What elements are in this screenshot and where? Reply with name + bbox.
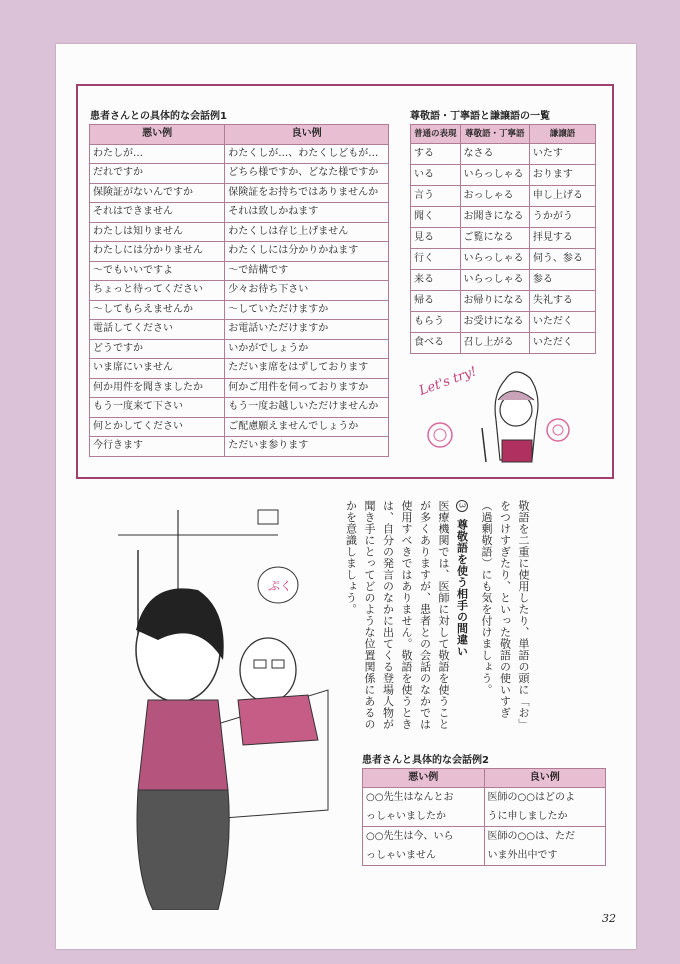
table-cell: 医師の○○は、ただ [484, 827, 606, 847]
table-cell: 〜でもいいですよ [90, 261, 225, 281]
table-row [411, 207, 596, 228]
table-cell: もう一度来て下さい [90, 398, 225, 418]
table-row [411, 228, 596, 249]
table-header-row [411, 125, 596, 144]
table-cell: いらっしゃる [460, 165, 529, 186]
table-cell: ただいま席をはずしております [225, 359, 389, 379]
table-cell: いただく [529, 312, 595, 333]
table-cell: 帰る [411, 291, 461, 312]
table-row [90, 417, 389, 437]
table-cell: ご配慮願えませんでしょうか [225, 417, 389, 437]
table-row [90, 339, 389, 359]
table-cell: 参る [529, 270, 595, 291]
table-cell: 医師の○○はどのよ [484, 788, 606, 808]
table-row [363, 788, 606, 808]
table-cell: 拝見する [529, 228, 595, 249]
table-cell: いま席にいません [90, 359, 225, 379]
table-cell: どちら様ですか、どなた様ですか [225, 164, 389, 184]
table-cell: いただく [529, 333, 595, 354]
table-row [411, 333, 596, 354]
table-cell: いる [411, 165, 461, 186]
table-header-row [90, 125, 389, 145]
table-cell: 〜で結構です [225, 261, 389, 281]
table-row [411, 186, 596, 207]
table-cell: わたしが… [90, 144, 225, 164]
table-cell: だれですか [90, 164, 225, 184]
table-row [90, 378, 389, 398]
table-row [411, 144, 596, 165]
section1-caption: 患者さんとの具体的な会話例1 [90, 111, 227, 122]
page-number: 32 [602, 912, 616, 925]
table-cell: おります [529, 165, 595, 186]
table-row [90, 242, 389, 262]
header-bad-example: 悪い例 [363, 769, 485, 788]
table-row [90, 398, 389, 418]
table-cell: 今行きます [90, 437, 225, 457]
table-cell: もらう [411, 312, 461, 333]
table-row [90, 281, 389, 301]
table-cell: なさる [460, 144, 529, 165]
table-cell: いたす [529, 144, 595, 165]
table-cell: おっしゃる [460, 186, 529, 207]
table-row [90, 359, 389, 379]
table-cell: わたしには分かりません [90, 242, 225, 262]
table-cell: ○○先生は今、いら [363, 827, 485, 847]
table-row [411, 291, 596, 312]
table-cell: 〜していただけますか [225, 300, 389, 320]
table-cell: 言う [411, 186, 461, 207]
heading-number: 3 [456, 500, 468, 512]
table-row [90, 183, 389, 203]
table-cell: わたくしが…、わたくしどもが… [225, 144, 389, 164]
table-cell: わたしは知りません [90, 222, 225, 242]
table-cell: 見る [411, 228, 461, 249]
table-row [90, 164, 389, 184]
table-cell: 何かご用件を伺っておりますか [225, 378, 389, 398]
table-cell: 伺う、参る [529, 249, 595, 270]
table-cell: それは致しかねます [225, 203, 389, 223]
honorific-table [410, 124, 596, 354]
conversation-table-2 [362, 768, 606, 866]
table-cell: 来る [411, 270, 461, 291]
table-cell: 申し上げる [529, 186, 595, 207]
heading-text: 尊敬語を使う相手の間違い [455, 519, 469, 657]
table-cell: ただいま参ります [225, 437, 389, 457]
table-cell: うかがう [529, 207, 595, 228]
header-plain: 普通の表現 [411, 125, 461, 144]
table-cell: 行く [411, 249, 461, 270]
table-row [411, 165, 596, 186]
reception-illustration [78, 490, 340, 910]
table-row [90, 437, 389, 457]
table-row [90, 300, 389, 320]
table-row [411, 270, 596, 291]
paragraph-1: 敬語を二重に使用したり、単語の頭に「お」をつけすぎたり、といった敬語の使いすぎ（過剰敬語）にも気を付けましょう。 [480, 500, 530, 730]
table-cell: 聞く [411, 207, 461, 228]
table-cell: お電話いただけますか [225, 320, 389, 340]
section-heading [452, 500, 471, 740]
table-cell: ご覧になる [460, 228, 529, 249]
table-row [363, 846, 606, 866]
table-cell: いかがでしょうか [225, 339, 389, 359]
table-row [411, 249, 596, 270]
lets-try-label: Let's try! [417, 364, 479, 399]
header-humble: 謙譲語 [529, 125, 595, 144]
table-row [363, 807, 606, 827]
header-respectful: 尊敬語・丁寧語 [460, 125, 529, 144]
table-cell: わたくしは存じ上げません [225, 222, 389, 242]
table-cell: お受けになる [460, 312, 529, 333]
section3-caption: 患者さんと具体的な会話例2 [362, 755, 489, 766]
table-row [90, 261, 389, 281]
table-cell: っしゃいましたか [363, 807, 485, 827]
table-cell: 食べる [411, 333, 461, 354]
table-cell: 何か用件を聞きましたか [90, 378, 225, 398]
table-header-row [363, 769, 606, 788]
table-cell: どうですか [90, 339, 225, 359]
table-row [90, 144, 389, 164]
body-text-block [344, 500, 532, 740]
table-cell: いらっしゃる [460, 249, 529, 270]
speech-bubble-text: ぷく [268, 579, 293, 593]
table-cell: する [411, 144, 461, 165]
table-cell: もう一度お越しいただけませんか [225, 398, 389, 418]
header-good-example: 良い例 [484, 769, 606, 788]
table-cell: 少々お待ち下さい [225, 281, 389, 301]
table-cell: っしゃいません [363, 846, 485, 866]
table-cell: 電話してください [90, 320, 225, 340]
table-cell: 失礼する [529, 291, 595, 312]
header-good-example: 良い例 [225, 125, 389, 145]
table-cell: お帰りになる [460, 291, 529, 312]
table-cell: それはできません [90, 203, 225, 223]
table-row [90, 203, 389, 223]
table-row [411, 312, 596, 333]
header-bad-example: 悪い例 [90, 125, 225, 145]
nurse-illustration [420, 360, 570, 470]
table-cell: わたくしには分かりかねます [225, 242, 389, 262]
table-cell: 何とかしてください [90, 417, 225, 437]
table-row [363, 827, 606, 847]
section2-caption: 尊敬語・丁寧語と謙譲語の一覧 [410, 111, 550, 122]
table-row [90, 320, 389, 340]
conversation-table-1 [89, 124, 389, 457]
table-cell: お聞きになる [460, 207, 529, 228]
table-cell: 〜してもらえませんか [90, 300, 225, 320]
table-cell: ○○先生はなんとお [363, 788, 485, 808]
table-row [90, 222, 389, 242]
table-cell: ちょっと待ってください [90, 281, 225, 301]
table-cell: いらっしゃる [460, 270, 529, 291]
table-cell: 保険証をお持ちではありませんか [225, 183, 389, 203]
table-cell: うに申しましたか [484, 807, 606, 827]
paragraph-2: 医療機関では、医師に対して敬語を使うことが多くありますが、患者との会話のなかでは使用すべきではありません。敬語を使うときは、自分の発言のなかに出てくる登場人物が聞き手にとってどのような位置関係にあるのかを意識しましょう。 [344, 500, 450, 730]
table-cell: 召し上がる [460, 333, 529, 354]
table-cell: いま外出中です [484, 846, 606, 866]
table-cell: 保険証がないんですか [90, 183, 225, 203]
